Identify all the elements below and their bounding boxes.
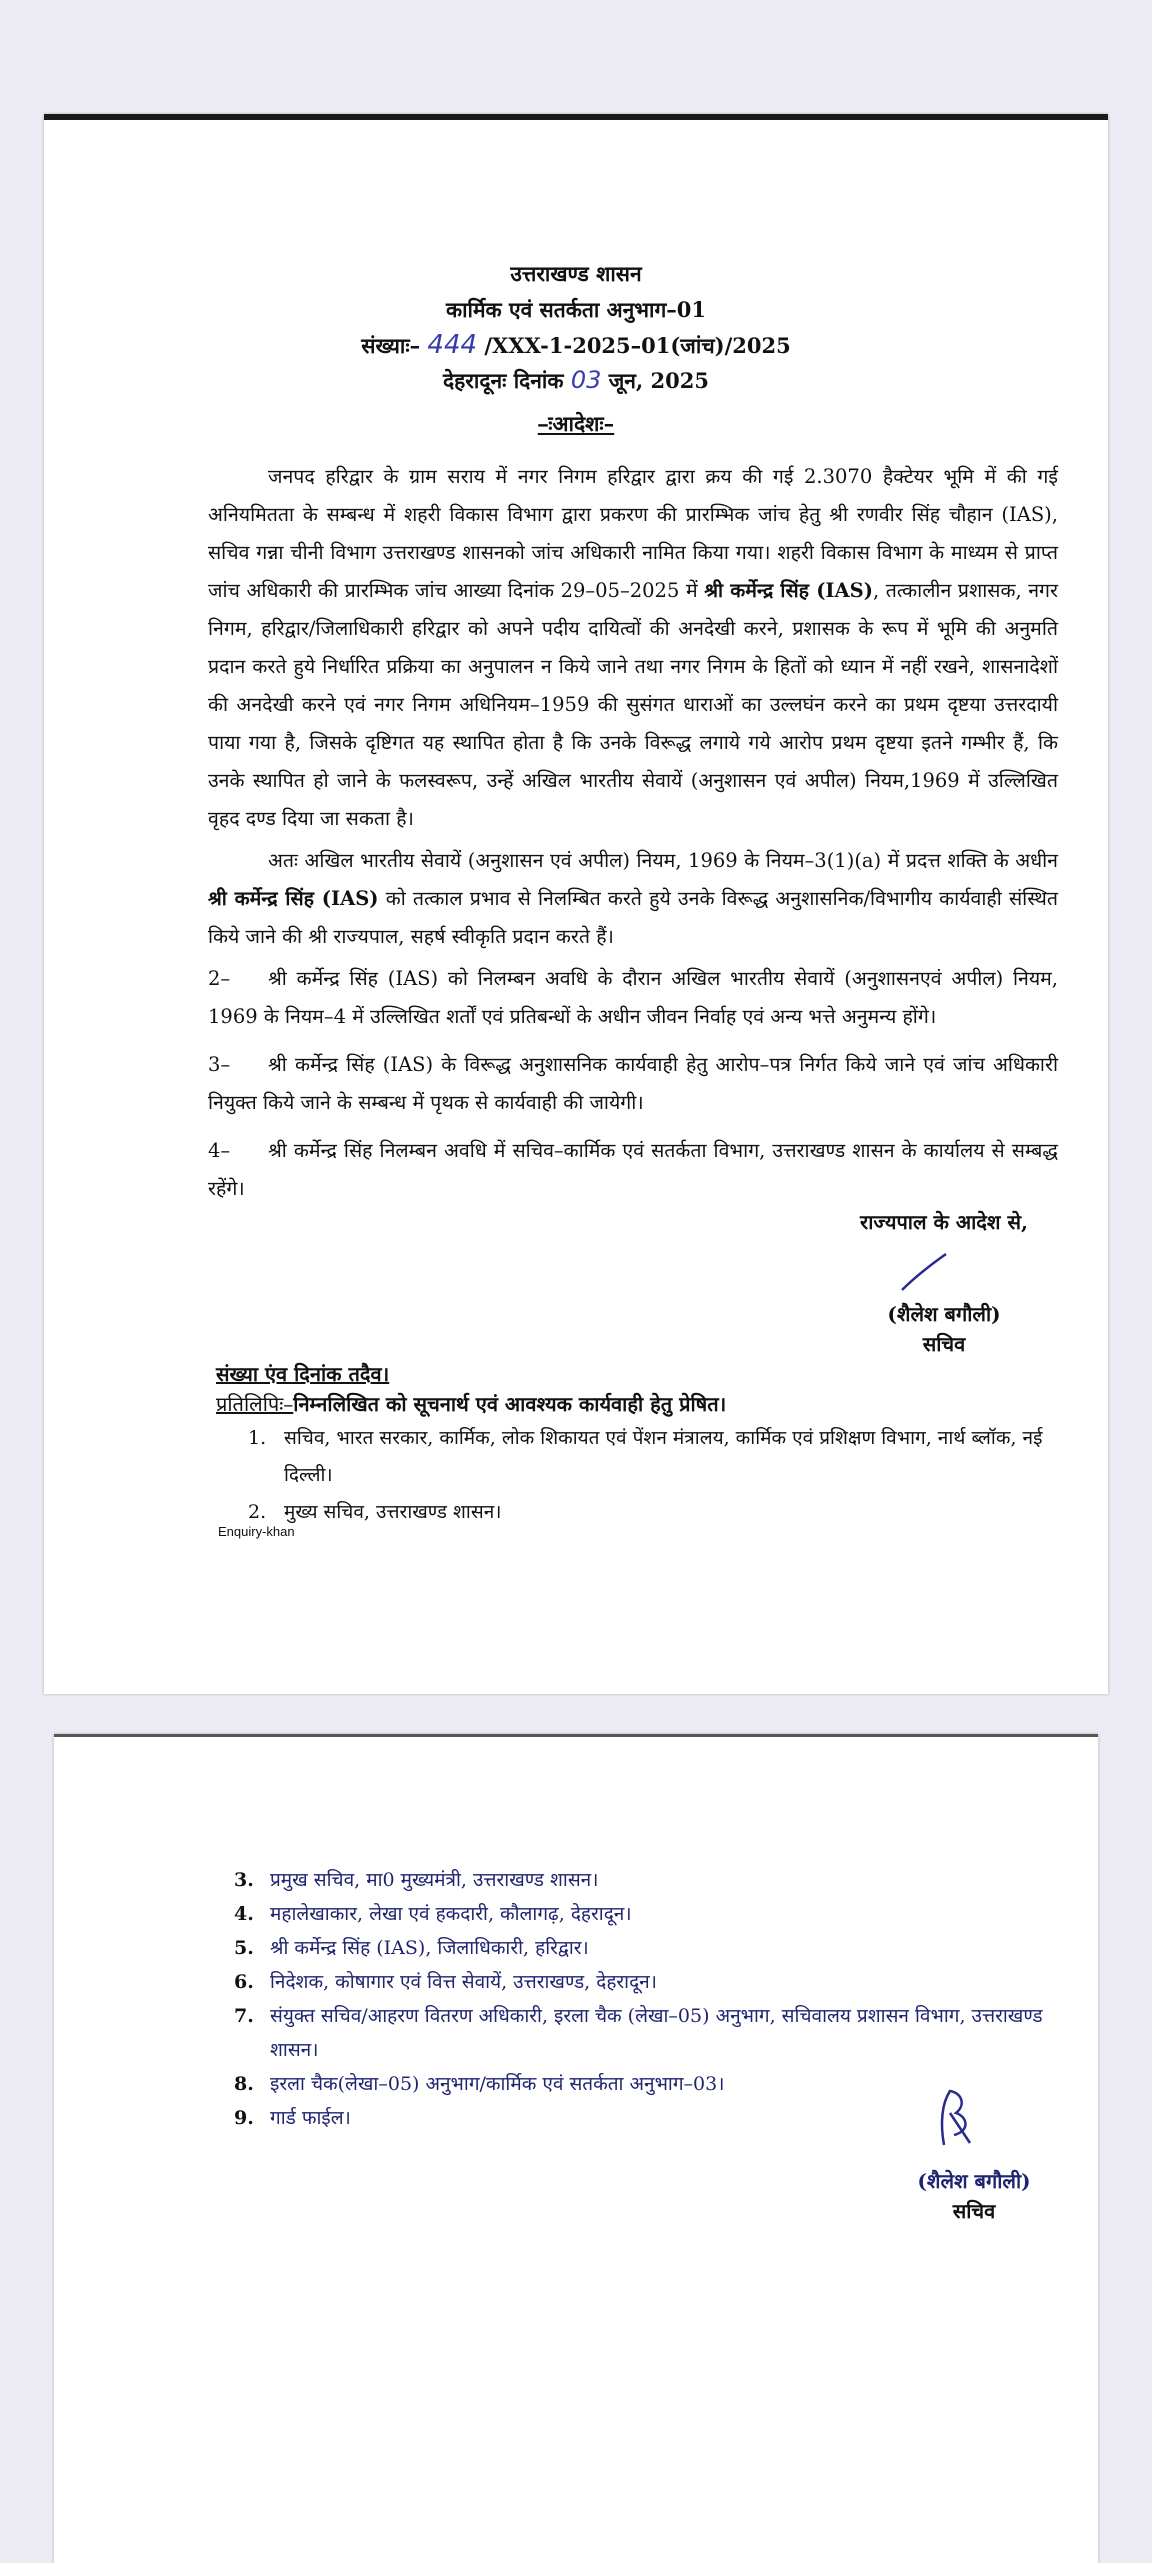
number-date-same: संख्या एंव दिनांक तदैव। [216, 1362, 390, 1386]
order-body [208, 458, 1058, 1218]
list-item: 4. महालेखाकार, लेखा एवं हकदारी, कौलागढ़, देहरादून। [234, 1903, 632, 1925]
signature-mark-icon [930, 2083, 980, 2153]
numbered-paragraph: 4– श्री कर्मेन्द्र सिंह निलम्बन अवधि में सचिव–कार्मिक एवं सतर्कता विभाग, उत्तराखण्ड शासन के कार्यालय से सम्बद्ध रहेंगे। [208, 1139, 1058, 1200]
paragraph-1: जनपद हरिद्वार के ग्राम सराय में नगर निगम हरिद्वार द्वारा क्रय की गई 2.3070 हैक्टेयर भूमि में की गई अनियमितता के सम्बन्ध में शहरी विकास विभाग द्वारा प्रकरण की प्रारम्भिक जांच हेतु श्री रणवीर सिंह चौहान (IAS), सचिव गन्ना चीनी विभाग उत्तराखण्ड शासनको जांच अधिकारी नामित किया गया। शहरी विकास विभाग के माध्यम से प्राप्त जांच अधिकारी की प्रारम्भिक जांच आख्या दिनांक 29–05–2025 में श्री कर्मेन्द्र सिंह (IAS), तत्कालीन प्रशासक, नगर निगम, हरिद्वार/जिलाधिकारी हरिद्वार को अपने पदीय दायित्वों की अनदेखी करने, प्रशासक के रूप में भूमि की अनुमति प्रदान करते हुये निर्धारित प्रक्रिया का अनुपालन न किये जाने तथा नगर निगम के हितों को ध्यान में नहीं रखने, शासनादेशों की अनदेखी करने एवं नगर निगम अधिनियम–1959 की सुसंगत धाराओं का उल्लघंन करने का प्रथम दृष्टया उत्तरदायी पाया गया है, जिसके दृष्टिगत यह स्थापित होता है कि उनके विरूद्ध लगाये गये आरोप प्रथम दृष्टया इतने गम्भीर हैं, कि उनके स्थापित हो जाने के फलस्वरूप, उन्हें अखिल भारतीय सेवायें (अनुशासन एवं अपील) नियम,1969 में उल्लिखित वृहद दण्ड दिया जा सकता है। [208, 465, 1059, 830]
numbered-paragraph: 3– श्री कर्मेन्द्र सिंह (IAS) के विरूद्ध अनुशासनिक कार्यवाही हेतु आरोप–पत्र निर्गत किये जाने एवं जांच अधिकारी नियुक्त किये जाने के सम्बन्ध में पृथक से कार्यवाही की जायेगी। [208, 1053, 1058, 1114]
header-department: कार्मिक एवं सतर्कता अनुभाग–01 [445, 297, 707, 322]
document-page-2 [54, 1734, 1098, 2563]
list-item: 3. प्रमुख सचिव, मा0 मुख्यमंत्री, उत्तराखण्ड शासन। [234, 1869, 599, 1891]
copy-to-line: प्रतिलिपिः–निम्नलिखित को सूचनार्थ एवं आवश्यक कार्यवाही हेतु प्रेषित। [216, 1392, 727, 1416]
number-prefix: संख्याः– [361, 333, 421, 358]
document-page-1 [44, 114, 1108, 1694]
date-suffix: जून, 2025 [608, 368, 709, 393]
number-handwritten: 444 [427, 330, 478, 360]
copy-recipients-list [248, 1420, 1068, 1531]
header-number [44, 330, 1108, 360]
paragraph-2: अतः अखिल भारतीय सेवायें (अनुशासन एवं अपील) नियम, 1969 के नियम–3(1)(a) में प्रदत्त शक्ति के अधीन श्री कर्मेन्द्र सिंह (IAS) को तत्काल प्रभाव से निलम्बित करते हुये उनके विरूद्ध अनुशासनिक/विभागीय कार्यवाही संस्थित किये जाने की श्री राज्यपाल, सहर्ष स्वीकृति प्रदान करते हैं। [208, 849, 1058, 948]
list-item: 9. गार्ड फाईल। [234, 2107, 351, 2129]
list-item: 1. सचिव, भारत सरकार, कार्मिक, लोक शिकायत एवं पेंशन मंत्रालय, कार्मिक एवं प्रशिक्षण विभाग, नार्थ ब्लॉक, नई दिल्ली। [248, 1427, 1043, 1486]
officer-name: श्री कर्मेन्द्र सिंह (IAS) [704, 579, 873, 602]
header-government: उत्तराखण्ड शासन [510, 261, 642, 286]
list-item: 2. मुख्य सचिव, उत्तराखण्ड शासन। [248, 1501, 502, 1523]
list-item: 5. श्री कर्मेन्द्र सिंह (IAS), जिलाधिकारी, हरिद्वार। [234, 1937, 589, 1959]
signatory-name: (शैलेश बगौली) [917, 2169, 1031, 2193]
list-item: 8. इरला चैक(लेखा–05) अनुभाग/कार्मिक एवं सतर्कता अनुभाग–03। [234, 2073, 725, 2095]
header-date [44, 366, 1108, 395]
number-suffix: /XXX-1-2025–01(जांच)/2025 [484, 333, 791, 358]
order-title: –ःआदेशः– [537, 411, 615, 436]
list-item: 7. संयुक्त सचिव/आहरण वितरण अधिकारी, इरला चैक (लेखा–05) अनुभाग, सचिवालय प्रशासन विभाग, उत्तराखण्ड शासन। [234, 2005, 1043, 2061]
signature-mark-icon [894, 1248, 954, 1298]
date-handwritten: 03 [570, 366, 602, 394]
signatory-designation: सचिव [952, 2199, 996, 2223]
signatory-name: (शैलेश बगौली) [887, 1302, 1001, 1326]
numbered-paragraph: 2– श्री कर्मेन्द्र सिंह (IAS) को निलम्बन अवधि के दौरान अखिल भारतीय सेवायें (अनुशासनएवं अपील) नियम, 1969 के नियम–4 में उल्लिखित शर्तों एवं प्रतिबन्धों के अधीन जीवन निर्वाह एवं अन्य भत्ते अनुमन्य होंगे। [208, 967, 1058, 1028]
signatory-designation: सचिव [922, 1332, 966, 1356]
list-item: 6. निदेशक, कोषागार एवं वित्त सेवायें, उत्तराखण्ड, देहरादून। [234, 1971, 657, 1993]
date-prefix: देहरादूनः दिनांक [443, 368, 564, 393]
footer-tag: Enquiry-khan [218, 1524, 295, 1539]
by-order-of-governor: राज्यपाल के आदेश से, [860, 1210, 1028, 1234]
officer-name: श्री कर्मेन्द्र सिंह (IAS) [208, 887, 379, 910]
